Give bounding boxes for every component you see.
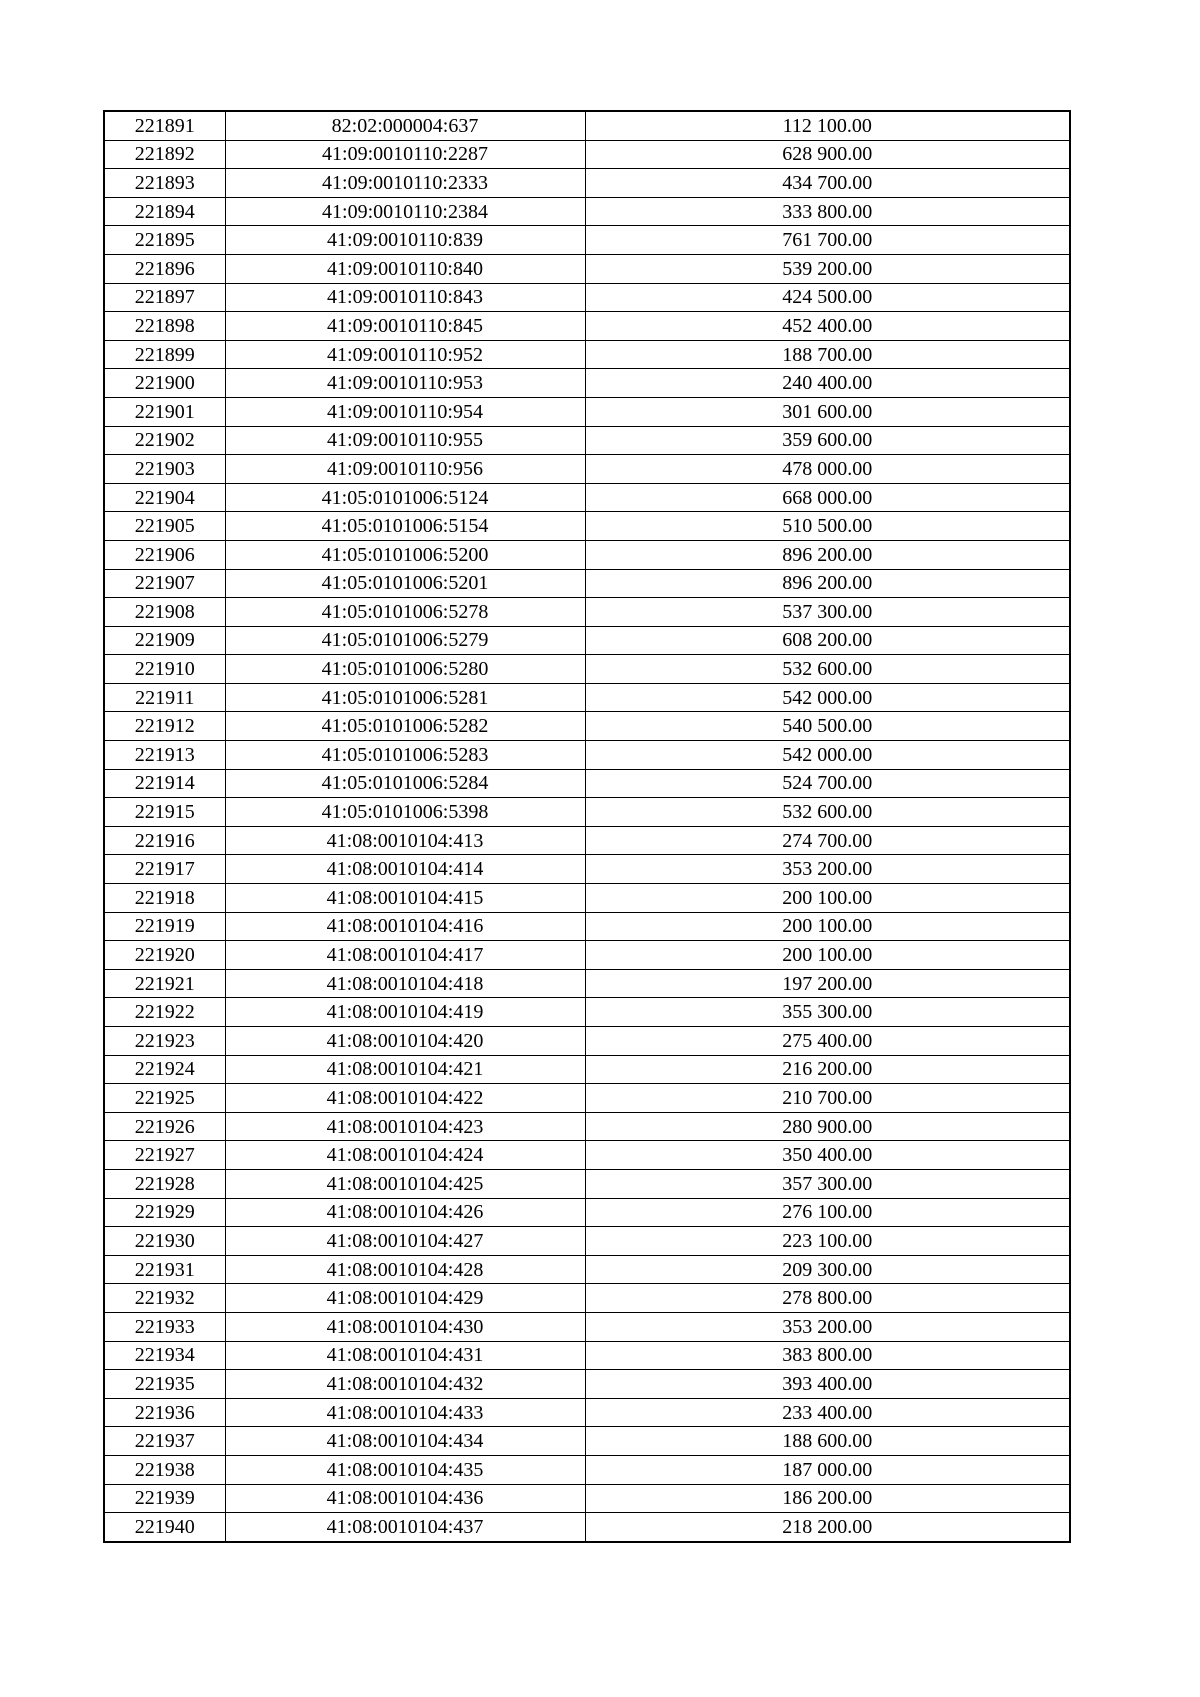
cadastral-value-cell: 355 300.00 (585, 998, 1070, 1027)
cadastral-number-cell: 41:05:0101006:5283 (225, 741, 585, 770)
cadastral-value-cell: 187 000.00 (585, 1455, 1070, 1484)
table-row (104, 283, 1070, 312)
row-number-cell: 221899 (104, 340, 225, 369)
cadastral-value-cell: 524 700.00 (585, 769, 1070, 798)
table-row (104, 798, 1070, 827)
cadastral-number-cell: 41:08:0010104:418 (225, 969, 585, 998)
cadastral-value-cell: 216 200.00 (585, 1055, 1070, 1084)
cadastral-value-cell: 200 100.00 (585, 912, 1070, 941)
cadastral-number-cell: 41:05:0101006:5154 (225, 512, 585, 541)
row-number-cell: 221911 (104, 683, 225, 712)
table-row (104, 197, 1070, 226)
row-number-cell: 221936 (104, 1398, 225, 1427)
cadastral-number-cell: 41:09:0010110:840 (225, 254, 585, 283)
cadastral-number-cell: 41:05:0101006:5278 (225, 598, 585, 627)
cadastral-value-cell: 274 700.00 (585, 826, 1070, 855)
row-number-cell: 221910 (104, 655, 225, 684)
table-row (104, 1112, 1070, 1141)
row-number-cell: 221894 (104, 197, 225, 226)
table-row (104, 912, 1070, 941)
cadastral-number-cell: 41:08:0010104:434 (225, 1427, 585, 1456)
cadastral-value-cell: 537 300.00 (585, 598, 1070, 627)
row-number-cell: 221926 (104, 1112, 225, 1141)
row-number-cell: 221896 (104, 254, 225, 283)
row-number-cell: 221919 (104, 912, 225, 941)
table-row (104, 826, 1070, 855)
cadastral-value-cell: 434 700.00 (585, 169, 1070, 198)
table-row (104, 683, 1070, 712)
table-row (104, 1341, 1070, 1370)
cadastral-number-cell: 41:08:0010104:420 (225, 1027, 585, 1056)
cadastral-number-cell: 41:09:0010110:2333 (225, 169, 585, 198)
row-number-cell: 221907 (104, 569, 225, 598)
table-row (104, 1370, 1070, 1399)
table-row (104, 1255, 1070, 1284)
row-number-cell: 221922 (104, 998, 225, 1027)
cadastral-number-cell: 41:08:0010104:416 (225, 912, 585, 941)
row-number-cell: 221915 (104, 798, 225, 827)
table-body (104, 111, 1070, 1542)
row-number-cell: 221897 (104, 283, 225, 312)
cadastral-value-cell: 532 600.00 (585, 798, 1070, 827)
table-row (104, 111, 1070, 140)
table-row (104, 741, 1070, 770)
cadastral-value-cell: 333 800.00 (585, 197, 1070, 226)
cadastral-value-cell: 218 200.00 (585, 1513, 1070, 1542)
cadastral-number-cell: 82:02:000004:637 (225, 111, 585, 140)
table-row (104, 226, 1070, 255)
row-number-cell: 221940 (104, 1513, 225, 1542)
row-number-cell: 221912 (104, 712, 225, 741)
table-row (104, 855, 1070, 884)
cadastral-number-cell: 41:09:0010110:839 (225, 226, 585, 255)
table-row (104, 169, 1070, 198)
cadastral-number-cell: 41:05:0101006:5282 (225, 712, 585, 741)
cadastral-number-cell: 41:08:0010104:419 (225, 998, 585, 1027)
cadastral-value-cell: 510 500.00 (585, 512, 1070, 541)
cadastral-value-cell: 896 200.00 (585, 540, 1070, 569)
cadastral-value-cell: 383 800.00 (585, 1341, 1070, 1370)
cadastral-value-cell: 393 400.00 (585, 1370, 1070, 1399)
cadastral-number-cell: 41:05:0101006:5284 (225, 769, 585, 798)
row-number-cell: 221905 (104, 512, 225, 541)
cadastral-value-cell: 353 200.00 (585, 855, 1070, 884)
table-row (104, 1027, 1070, 1056)
cadastral-number-cell: 41:09:0010110:953 (225, 369, 585, 398)
row-number-cell: 221925 (104, 1084, 225, 1113)
cadastral-value-cell: 278 800.00 (585, 1284, 1070, 1313)
cadastral-value-cell: 209 300.00 (585, 1255, 1070, 1284)
cadastral-value-cell: 540 500.00 (585, 712, 1070, 741)
cadastral-value-cell: 210 700.00 (585, 1084, 1070, 1113)
row-number-cell: 221921 (104, 969, 225, 998)
cadastral-value-cell: 539 200.00 (585, 254, 1070, 283)
table-row (104, 969, 1070, 998)
table-row (104, 426, 1070, 455)
cadastral-value-table (103, 110, 1071, 1543)
table-row (104, 1427, 1070, 1456)
table-row (104, 998, 1070, 1027)
cadastral-number-cell: 41:08:0010104:425 (225, 1169, 585, 1198)
table-row (104, 1141, 1070, 1170)
row-number-cell: 221927 (104, 1141, 225, 1170)
cadastral-value-cell: 197 200.00 (585, 969, 1070, 998)
cadastral-number-cell: 41:09:0010110:843 (225, 283, 585, 312)
table-row (104, 1169, 1070, 1198)
table-row (104, 655, 1070, 684)
table-row (104, 1513, 1070, 1542)
table-row (104, 1055, 1070, 1084)
cadastral-value-cell: 276 100.00 (585, 1198, 1070, 1227)
cadastral-value-cell: 532 600.00 (585, 655, 1070, 684)
table-row (104, 626, 1070, 655)
cadastral-value-cell: 542 000.00 (585, 683, 1070, 712)
cadastral-value-cell: 357 300.00 (585, 1169, 1070, 1198)
cadastral-number-cell: 41:05:0101006:5201 (225, 569, 585, 598)
table-row (104, 455, 1070, 484)
table-row (104, 1284, 1070, 1313)
row-number-cell: 221900 (104, 369, 225, 398)
table-row (104, 140, 1070, 169)
row-number-cell: 221903 (104, 455, 225, 484)
cadastral-value-cell: 452 400.00 (585, 312, 1070, 341)
cadastral-value-cell: 240 400.00 (585, 369, 1070, 398)
cadastral-value-cell: 223 100.00 (585, 1227, 1070, 1256)
row-number-cell: 221934 (104, 1341, 225, 1370)
cadastral-number-cell: 41:08:0010104:415 (225, 884, 585, 913)
cadastral-value-cell: 608 200.00 (585, 626, 1070, 655)
cadastral-value-cell: 200 100.00 (585, 941, 1070, 970)
row-number-cell: 221904 (104, 483, 225, 512)
row-number-cell: 221913 (104, 741, 225, 770)
table-row (104, 941, 1070, 970)
table-row (104, 769, 1070, 798)
cadastral-number-cell: 41:08:0010104:427 (225, 1227, 585, 1256)
cadastral-value-cell: 301 600.00 (585, 397, 1070, 426)
cadastral-number-cell: 41:08:0010104:417 (225, 941, 585, 970)
row-number-cell: 221928 (104, 1169, 225, 1198)
row-number-cell: 221891 (104, 111, 225, 140)
row-number-cell: 221937 (104, 1427, 225, 1456)
cadastral-number-cell: 41:08:0010104:435 (225, 1455, 585, 1484)
row-number-cell: 221916 (104, 826, 225, 855)
table-row (104, 1312, 1070, 1341)
row-number-cell: 221902 (104, 426, 225, 455)
row-number-cell: 221892 (104, 140, 225, 169)
cadastral-value-cell: 353 200.00 (585, 1312, 1070, 1341)
row-number-cell: 221938 (104, 1455, 225, 1484)
table-row (104, 1084, 1070, 1113)
cadastral-number-cell: 41:08:0010104:428 (225, 1255, 585, 1284)
cadastral-value-cell: 350 400.00 (585, 1141, 1070, 1170)
cadastral-value-cell: 628 900.00 (585, 140, 1070, 169)
table-row (104, 1455, 1070, 1484)
cadastral-value-cell: 280 900.00 (585, 1112, 1070, 1141)
table-row (104, 512, 1070, 541)
cadastral-number-cell: 41:09:0010110:956 (225, 455, 585, 484)
row-number-cell: 221924 (104, 1055, 225, 1084)
table-row (104, 1484, 1070, 1513)
row-number-cell: 221920 (104, 941, 225, 970)
cadastral-number-cell: 41:08:0010104:432 (225, 1370, 585, 1399)
table-row (104, 598, 1070, 627)
cadastral-value-cell: 275 400.00 (585, 1027, 1070, 1056)
table-row (104, 254, 1070, 283)
cadastral-number-cell: 41:08:0010104:423 (225, 1112, 585, 1141)
row-number-cell: 221929 (104, 1198, 225, 1227)
row-number-cell: 221923 (104, 1027, 225, 1056)
row-number-cell: 221914 (104, 769, 225, 798)
table-row (104, 569, 1070, 598)
cadastral-number-cell: 41:05:0101006:5279 (225, 626, 585, 655)
cadastral-value-cell: 359 600.00 (585, 426, 1070, 455)
cadastral-number-cell: 41:05:0101006:5280 (225, 655, 585, 684)
table-row (104, 1227, 1070, 1256)
cadastral-number-cell: 41:08:0010104:424 (225, 1141, 585, 1170)
row-number-cell: 221931 (104, 1255, 225, 1284)
cadastral-number-cell: 41:09:0010110:952 (225, 340, 585, 369)
cadastral-value-cell: 896 200.00 (585, 569, 1070, 598)
cadastral-number-cell: 41:05:0101006:5124 (225, 483, 585, 512)
cadastral-number-cell: 41:08:0010104:414 (225, 855, 585, 884)
cadastral-number-cell: 41:05:0101006:5200 (225, 540, 585, 569)
table-row (104, 340, 1070, 369)
cadastral-number-cell: 41:09:0010110:845 (225, 312, 585, 341)
row-number-cell: 221901 (104, 397, 225, 426)
cadastral-value-cell: 542 000.00 (585, 741, 1070, 770)
row-number-cell: 221918 (104, 884, 225, 913)
cadastral-number-cell: 41:08:0010104:430 (225, 1312, 585, 1341)
cadastral-number-cell: 41:08:0010104:421 (225, 1055, 585, 1084)
cadastral-value-cell: 188 600.00 (585, 1427, 1070, 1456)
table-row (104, 1398, 1070, 1427)
cadastral-value-cell: 668 000.00 (585, 483, 1070, 512)
cadastral-value-cell: 186 200.00 (585, 1484, 1070, 1513)
cadastral-value-cell: 424 500.00 (585, 283, 1070, 312)
cadastral-number-cell: 41:09:0010110:2287 (225, 140, 585, 169)
row-number-cell: 221933 (104, 1312, 225, 1341)
cadastral-value-cell: 112 100.00 (585, 111, 1070, 140)
row-number-cell: 221935 (104, 1370, 225, 1399)
cadastral-value-cell: 233 400.00 (585, 1398, 1070, 1427)
cadastral-number-cell: 41:09:0010110:955 (225, 426, 585, 455)
row-number-cell: 221898 (104, 312, 225, 341)
cadastral-value-cell: 478 000.00 (585, 455, 1070, 484)
cadastral-number-cell: 41:09:0010110:2384 (225, 197, 585, 226)
table-row (104, 1198, 1070, 1227)
table-row (104, 540, 1070, 569)
row-number-cell: 221917 (104, 855, 225, 884)
cadastral-number-cell: 41:08:0010104:431 (225, 1341, 585, 1370)
row-number-cell: 221906 (104, 540, 225, 569)
table-row (104, 712, 1070, 741)
row-number-cell: 221893 (104, 169, 225, 198)
cadastral-number-cell: 41:08:0010104:436 (225, 1484, 585, 1513)
cadastral-number-cell: 41:08:0010104:413 (225, 826, 585, 855)
table-row (104, 312, 1070, 341)
cadastral-number-cell: 41:05:0101006:5281 (225, 683, 585, 712)
cadastral-number-cell: 41:08:0010104:429 (225, 1284, 585, 1313)
row-number-cell: 221909 (104, 626, 225, 655)
cadastral-value-cell: 188 700.00 (585, 340, 1070, 369)
table-row (104, 369, 1070, 398)
table-row (104, 884, 1070, 913)
cadastral-number-cell: 41:08:0010104:437 (225, 1513, 585, 1542)
cadastral-value-cell: 761 700.00 (585, 226, 1070, 255)
cadastral-number-cell: 41:09:0010110:954 (225, 397, 585, 426)
cadastral-value-cell: 200 100.00 (585, 884, 1070, 913)
row-number-cell: 221895 (104, 226, 225, 255)
row-number-cell: 221930 (104, 1227, 225, 1256)
row-number-cell: 221932 (104, 1284, 225, 1313)
cadastral-number-cell: 41:08:0010104:433 (225, 1398, 585, 1427)
table-row (104, 483, 1070, 512)
cadastral-number-cell: 41:05:0101006:5398 (225, 798, 585, 827)
cadastral-number-cell: 41:08:0010104:426 (225, 1198, 585, 1227)
table-row (104, 397, 1070, 426)
row-number-cell: 221939 (104, 1484, 225, 1513)
cadastral-number-cell: 41:08:0010104:422 (225, 1084, 585, 1113)
row-number-cell: 221908 (104, 598, 225, 627)
